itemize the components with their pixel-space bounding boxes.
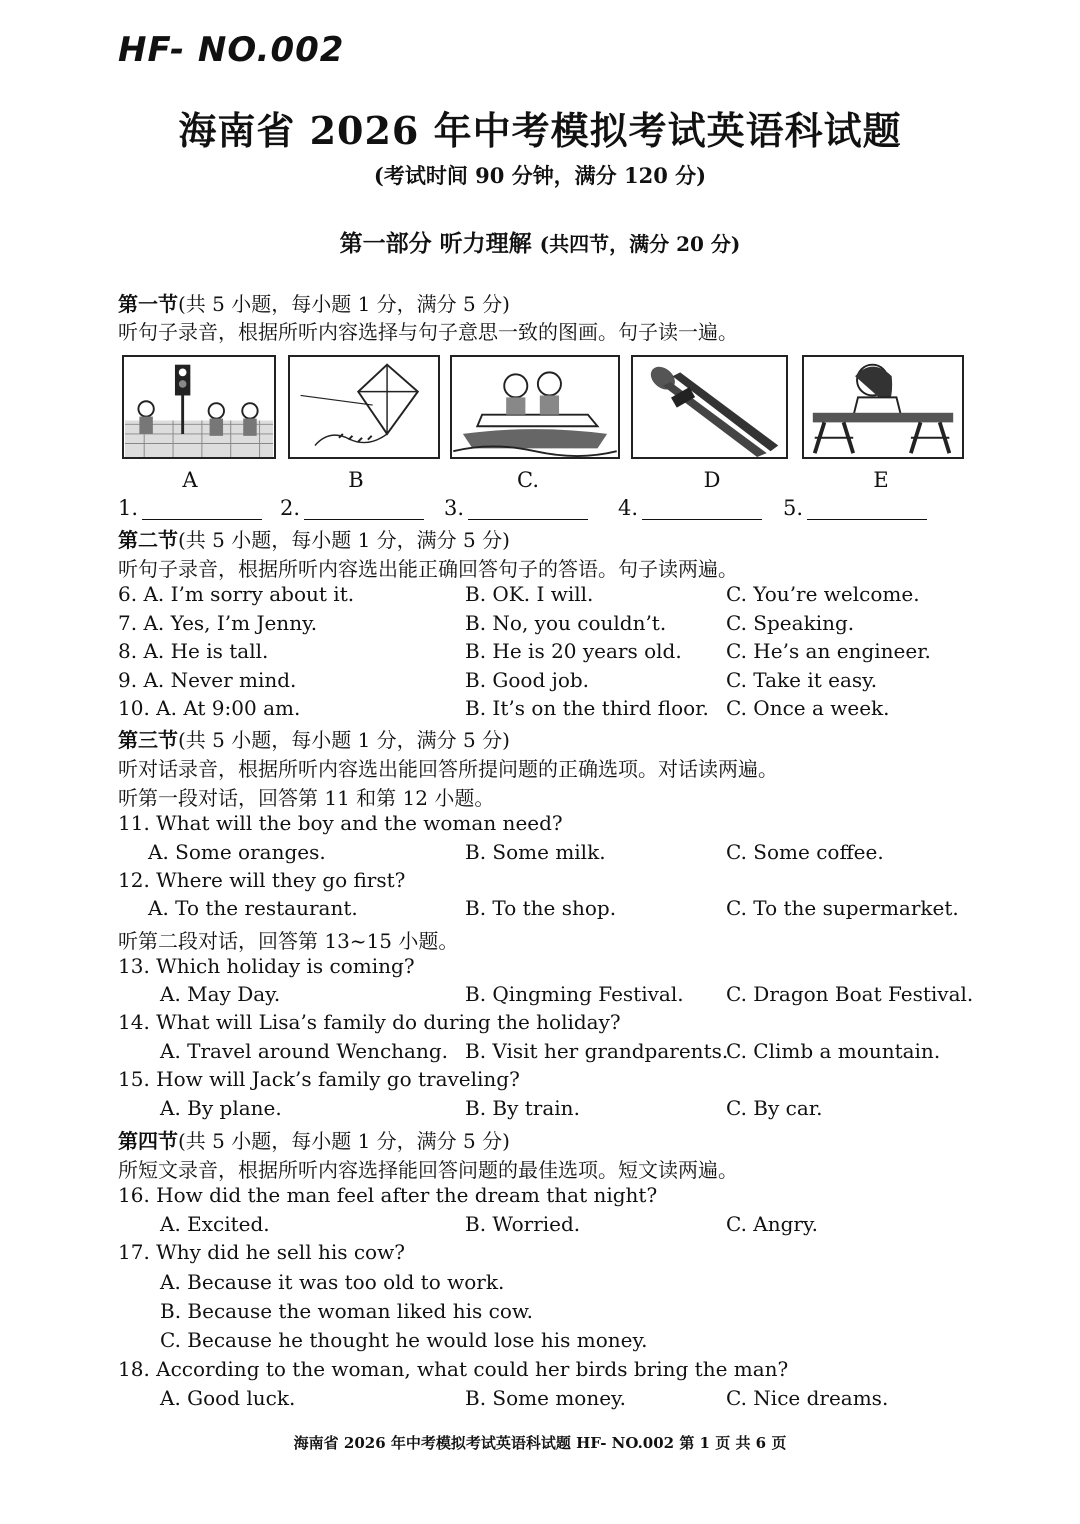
q11-question: 11. What will the boy and the woman need?	[118, 811, 563, 835]
q16-question: 16. How did the man feel after the dream that night?	[118, 1183, 658, 1207]
answer-blank-1[interactable]	[118, 496, 262, 520]
q16-option-b: B. Worried.	[465, 1212, 581, 1236]
q15-option-a: A. By plane.	[160, 1096, 282, 1120]
q14-option-a: A. Travel around Wenchang.	[160, 1039, 449, 1063]
section4-note: (共 5 小题，每小题 1 分，满分 5 分)	[178, 1129, 510, 1153]
section4-instruction: 所短文录音，根据所听内容选择能回答问题的最佳选项。短文读两遍。	[118, 1158, 738, 1182]
section3-note: (共 5 小题，每小题 1 分，满分 5 分)	[178, 728, 510, 752]
q16-option-a: A. Excited.	[160, 1212, 270, 1236]
q7-option-c: C. Speaking.	[726, 611, 855, 635]
q15-option-b: B. By train.	[465, 1096, 580, 1120]
section3-instruction: 听对话录音，根据所听内容选出能回答所提问题的正确选项。对话读两遍。	[118, 757, 778, 781]
q18-option-a: A. Good luck.	[160, 1386, 296, 1410]
blank-number: 1.	[118, 496, 139, 520]
q9-option-a: 9. A. Never mind.	[118, 668, 297, 692]
section4-heading	[118, 1125, 510, 1154]
chopsticks-spoon-picture	[631, 355, 788, 459]
q18-question: 18. According to the woman, what could her birds bring the man?	[118, 1357, 789, 1381]
picture-label-d: D	[703, 468, 721, 492]
part1-heading: 第一部分 听力理解	[339, 230, 532, 257]
blank-number: 2.	[280, 496, 301, 520]
q13-question: 13. Which holiday is coming?	[118, 954, 415, 978]
picture-label-a: A	[182, 468, 198, 492]
dialog2-instruction: 听第二段对话，回答第 13~15 小题。	[118, 929, 459, 953]
q18-option-c: C. Nice dreams.	[726, 1386, 889, 1410]
dialog1-instruction: 听第一段对话，回答第 11 和第 12 小题。	[118, 786, 495, 810]
part1-title	[0, 225, 1080, 258]
q12-option-a: A. To the restaurant.	[148, 896, 358, 920]
q10-option-a: 10. A. At 9:00 am.	[118, 696, 301, 720]
q13-option-c: C. Dragon Boat Festival.	[726, 982, 974, 1006]
q15-option-c: C. By car.	[726, 1096, 823, 1120]
blank-number: 4.	[618, 496, 639, 520]
section2-note: (共 5 小题，每小题 1 分，满分 5 分)	[178, 528, 510, 552]
q8-option-c: C. He’s an engineer.	[726, 639, 931, 663]
q7-option-a: 7. A. Yes, I’m Jenny.	[118, 611, 318, 635]
q6-option-a: 6. A. I’m sorry about it.	[118, 582, 355, 606]
q17-option-c: C. Because he thought he would lose his money.	[160, 1328, 648, 1352]
q17-question: 17. Why did he sell his cow?	[118, 1240, 405, 1264]
exam-subtitle: (考试时间 90 分钟，满分 120 分)	[373, 163, 707, 188]
section2-instruction: 听句子录音，根据所听内容选出能正确回答句子的答语。句子读两遍。	[118, 557, 738, 581]
section2-heading	[118, 524, 510, 553]
q6-option-c: C. You’re welcome.	[726, 582, 920, 606]
picture-label-c: C.	[517, 468, 539, 492]
q17-option-a: A. Because it was too old to work.	[160, 1270, 505, 1294]
q14-option-b: B. Visit her grandparents.	[465, 1039, 729, 1063]
answer-blank-5[interactable]	[783, 496, 927, 520]
q15-question: 15. How will Jack’s family go traveling?	[118, 1067, 520, 1091]
q14-question: 14. What will Lisa’s family do during the holiday?	[118, 1010, 621, 1034]
q12-option-c: C. To the supermarket.	[726, 896, 959, 920]
section3-label: 第三节	[118, 728, 178, 752]
q8-option-a: 8. A. He is tall.	[118, 639, 269, 663]
q8-option-b: B. He is 20 years old.	[465, 639, 682, 663]
section2-label: 第二节	[118, 528, 178, 552]
section1-note: (共 5 小题，每小题 1 分，满分 5 分)	[178, 292, 510, 316]
section1-label: 第一节	[118, 292, 178, 316]
page-footer: 海南省 2026 年中考模拟考试英语科试题 HF- NO.002 第 1 页 共 6 页	[293, 1434, 787, 1452]
paper-code: HF- NO.002	[118, 30, 345, 70]
picture-label-b: B	[348, 468, 364, 492]
q12-question: 12. Where will they go first?	[118, 868, 406, 892]
q18-option-b: B. Some money.	[465, 1386, 627, 1410]
q17-option-b: B. Because the woman liked his cow.	[160, 1299, 533, 1323]
q10-option-c: C. Once a week.	[726, 696, 890, 720]
q13-option-a: A. May Day.	[160, 982, 281, 1006]
q11-option-a: A. Some oranges.	[148, 840, 326, 864]
q11-option-c: C. Some coffee.	[726, 840, 884, 864]
q9-option-b: B. Good job.	[465, 668, 590, 692]
q9-option-c: C. Take it easy.	[726, 668, 878, 692]
kite-picture	[288, 355, 440, 459]
blank-number: 3.	[444, 496, 465, 520]
q11-option-b: B. Some milk.	[465, 840, 606, 864]
answer-blank-2[interactable]	[280, 496, 424, 520]
q13-option-b: B. Qingming Festival.	[465, 982, 684, 1006]
section4-label: 第四节	[118, 1129, 178, 1153]
q10-option-b: B. It’s on the third floor.	[465, 696, 709, 720]
q6-option-b: B. OK. I will.	[465, 582, 594, 606]
section3-heading	[118, 724, 510, 753]
girl-playing-zither-picture	[802, 355, 964, 459]
blank-number: 5.	[783, 496, 804, 520]
answer-blank-4[interactable]	[618, 496, 762, 520]
exam-title: 海南省 2026 年中考模拟考试英语科试题	[178, 108, 902, 153]
boat-people-picture	[450, 355, 620, 459]
q12-option-b: B. To the shop.	[465, 896, 617, 920]
part1-note: (共四节，满分 20 分)	[539, 232, 741, 256]
answer-blank-3[interactable]	[444, 496, 588, 520]
traffic-light-children-picture	[122, 355, 276, 459]
section1-heading	[118, 288, 510, 317]
q14-option-c: C. Climb a mountain.	[726, 1039, 941, 1063]
section1-instruction: 听句子录音，根据所听内容选择与句子意思一致的图画。句子读一遍。	[118, 320, 738, 344]
q16-option-c: C. Angry.	[726, 1212, 818, 1236]
q7-option-b: B. No, you couldn’t.	[465, 611, 667, 635]
picture-label-e: E	[873, 468, 889, 492]
